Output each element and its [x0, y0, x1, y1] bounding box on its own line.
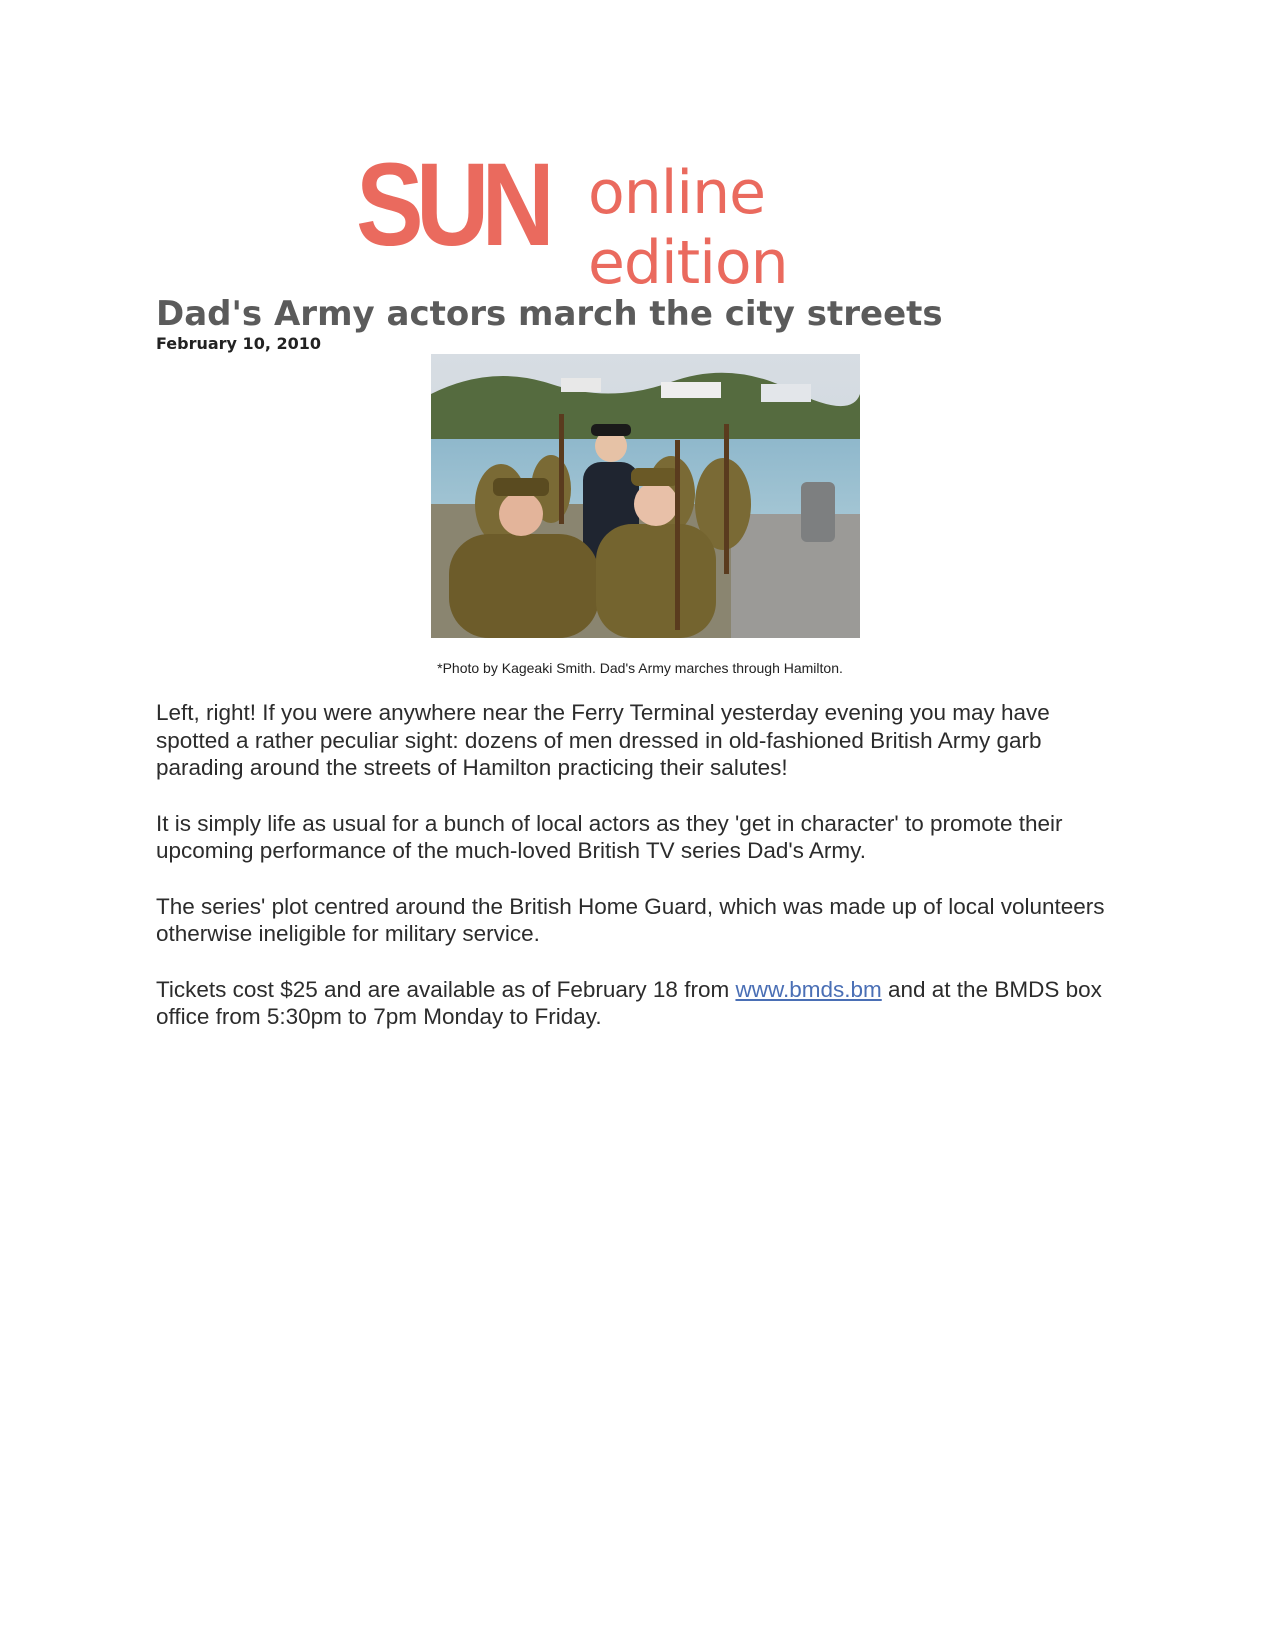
article-paragraph: It is simply life as usual for a bunch of local actors as they 'get in character' to promote their upcoming performance of the much-loved British TV series Dad's Army. [156, 810, 1063, 863]
article-paragraph: Left, right! If you were anywhere near the Ferry Terminal yesterday evening you may have spotted a rather peculiar sight: dozens of men dressed in old-fashioned British Army garb parading around the streets of Hamilton practicing their salutes! [156, 700, 1050, 780]
masthead-logo [356, 139, 976, 298]
bmds-website-link[interactable]: www.bmds.bm [735, 976, 882, 1002]
article-body [156, 699, 1106, 1059]
edition-label: online edition [588, 158, 788, 298]
article-photo [431, 354, 860, 638]
tickets-text-before: Tickets cost $25 and are available as of February 18 from [156, 976, 736, 1002]
article-headline: Dad's Army actors march the city streets [156, 294, 943, 334]
sun-wordmark: SUN [356, 139, 548, 271]
article-paragraph: The series' plot centred around the British Home Guard, which was made up of local volunteers otherwise ineligible for military service. [156, 893, 1105, 946]
article-date: February 10, 2010 [156, 334, 321, 353]
tickets-text-after: and at the BMDS box office from 5:30pm to 7pm Monday to Friday. [156, 976, 1102, 1029]
photo-caption: *Photo by Kageaki Smith. Dad's Army marches through Hamilton. [437, 660, 843, 676]
tickets-paragraph [156, 976, 1106, 1031]
